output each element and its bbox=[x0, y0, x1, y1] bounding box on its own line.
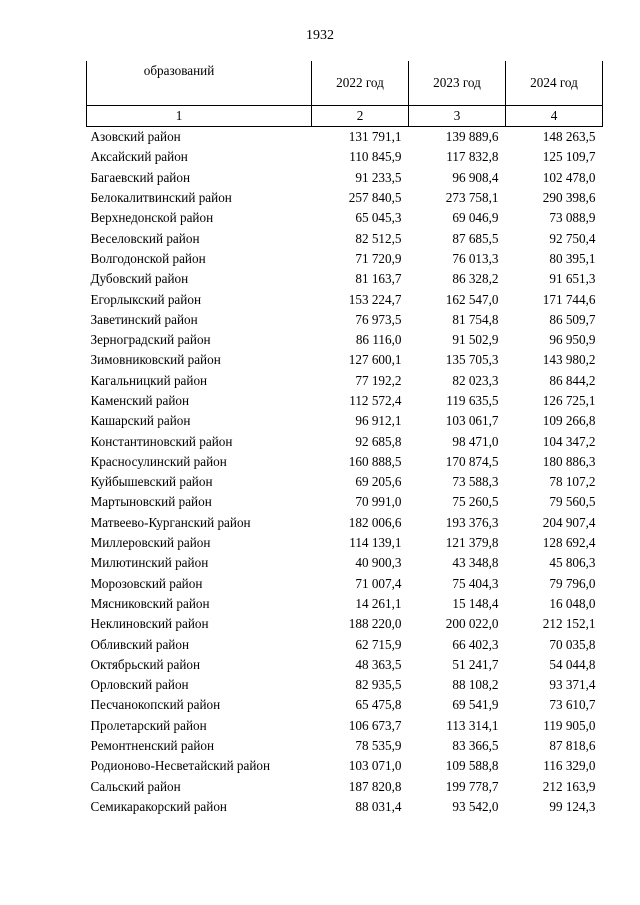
value-2022: 65 475,8 bbox=[355, 697, 402, 713]
value-2024: 54 044,8 bbox=[549, 656, 596, 672]
value-2024: 102 478,0 bbox=[542, 169, 596, 185]
district-name: Веселовский район bbox=[90, 230, 200, 246]
value-2022: 65 045,3 bbox=[355, 210, 402, 226]
column-number-3: 3 bbox=[409, 106, 506, 127]
budget-table bbox=[86, 61, 603, 817]
value-2023: 73 588,3 bbox=[452, 474, 499, 490]
value-2023: 98 471,0 bbox=[452, 433, 499, 449]
value-2024: 86 509,7 bbox=[549, 311, 596, 327]
table-row bbox=[87, 777, 603, 797]
value-2022: 160 888,5 bbox=[348, 453, 402, 469]
value-2022: 131 791,1 bbox=[348, 129, 402, 145]
table-row bbox=[87, 289, 603, 309]
table-row bbox=[87, 188, 603, 208]
district-name: Верхнедонской район bbox=[90, 210, 214, 226]
district-name: Каменский район bbox=[90, 393, 190, 408]
district-name: Кашарский район bbox=[90, 413, 191, 429]
value-2022: 188 220,0 bbox=[348, 616, 402, 632]
column-number-4: 4 bbox=[506, 106, 603, 127]
value-2022: 92 685,8 bbox=[355, 433, 402, 449]
value-2024: 93 371,4 bbox=[549, 677, 596, 693]
value-2023: 135 705,3 bbox=[445, 352, 499, 368]
value-2022: 106 673,7 bbox=[348, 717, 402, 733]
value-2022: 48 363,5 bbox=[355, 656, 402, 672]
district-name: Сальский район bbox=[90, 778, 181, 794]
value-2023: 69 541,9 bbox=[452, 697, 499, 713]
value-2024: 80 395,1 bbox=[549, 250, 596, 266]
table-row bbox=[87, 269, 603, 289]
district-name: Куйбышевский район bbox=[90, 474, 213, 490]
value-2024: 73 088,9 bbox=[549, 210, 596, 226]
district-name: Родионово-Несветайский район bbox=[90, 758, 271, 774]
value-2024: 125 109,7 bbox=[542, 149, 596, 165]
table-row bbox=[87, 675, 603, 695]
table-row bbox=[87, 371, 603, 391]
table-row bbox=[87, 310, 603, 330]
table-row bbox=[87, 716, 603, 736]
value-2023: 87 685,5 bbox=[452, 230, 499, 246]
district-name: Белокалитвинский район bbox=[90, 190, 232, 206]
value-2024: 212 152,1 bbox=[542, 616, 596, 632]
district-name: Заветинский район bbox=[90, 311, 198, 327]
value-2023: 75 260,5 bbox=[452, 494, 499, 510]
value-2023: 43 348,8 bbox=[452, 555, 499, 571]
value-2022: 82 512,5 bbox=[355, 230, 402, 246]
value-2023: 139 889,6 bbox=[445, 129, 499, 145]
table-row bbox=[87, 756, 603, 776]
table-row bbox=[87, 431, 603, 451]
value-2024: 73 610,7 bbox=[549, 697, 596, 713]
table-row bbox=[87, 655, 603, 675]
value-2022: 14 261,1 bbox=[355, 595, 402, 611]
value-2022: 86 116,0 bbox=[355, 332, 402, 348]
district-name: Мартыновский район bbox=[90, 494, 212, 510]
table-row bbox=[87, 533, 603, 553]
value-2023: 83 366,5 bbox=[452, 738, 499, 754]
value-2022: 112 572,4 bbox=[349, 393, 402, 408]
value-2022: 76 973,5 bbox=[355, 311, 402, 327]
value-2022: 77 192,2 bbox=[355, 372, 402, 388]
district-name: Матвеево-Курганский район bbox=[90, 514, 251, 530]
value-2023: 69 046,9 bbox=[452, 210, 499, 226]
table-row bbox=[87, 330, 603, 350]
value-2024: 99 124,3 bbox=[549, 798, 596, 814]
table-row bbox=[87, 350, 603, 370]
value-2023: 109 588,8 bbox=[445, 758, 499, 774]
value-2023: 88 108,2 bbox=[452, 677, 499, 693]
value-2023: 273 758,1 bbox=[445, 190, 499, 206]
district-name: Егорлыкский район bbox=[90, 291, 201, 307]
column-number-2: 2 bbox=[312, 106, 409, 127]
value-2023: 91 502,9 bbox=[452, 332, 499, 348]
table-row bbox=[87, 249, 603, 269]
column-number-row bbox=[87, 106, 603, 127]
value-2023: 66 402,3 bbox=[452, 636, 499, 652]
value-2024: 87 818,6 bbox=[549, 738, 596, 754]
value-2024: 148 263,5 bbox=[542, 129, 596, 145]
value-2022: 71 007,4 bbox=[355, 575, 402, 591]
value-2023: 200 022,0 bbox=[445, 616, 499, 632]
value-2023: 51 241,7 bbox=[452, 656, 499, 672]
value-2022: 114 139,1 bbox=[349, 535, 402, 551]
value-2022: 81 163,7 bbox=[355, 271, 402, 287]
value-2022: 40 900,3 bbox=[355, 555, 402, 571]
value-2022: 91 233,5 bbox=[355, 169, 402, 185]
district-name: Миллеровский район bbox=[90, 535, 211, 551]
district-name: Неклиновский район bbox=[90, 616, 209, 632]
table-row bbox=[87, 452, 603, 472]
value-2024: 79 796,0 bbox=[549, 575, 596, 591]
district-name: Октябрьский район bbox=[90, 656, 201, 672]
table-row bbox=[87, 594, 603, 614]
table-row bbox=[87, 736, 603, 756]
district-name: Зерноградский район bbox=[90, 332, 211, 348]
value-2024: 180 886,3 bbox=[542, 453, 596, 469]
district-name: Орловский район bbox=[90, 677, 189, 693]
table-row bbox=[87, 553, 603, 573]
district-name: Кагальницкий район bbox=[90, 372, 208, 388]
value-2024: 16 048,0 bbox=[549, 595, 596, 611]
value-2023: 103 061,7 bbox=[445, 413, 499, 429]
value-2024: 70 035,8 bbox=[549, 636, 596, 652]
value-2024: 78 107,2 bbox=[549, 474, 596, 490]
table-row bbox=[87, 391, 603, 411]
value-2023: 76 013,3 bbox=[452, 250, 499, 266]
value-2024: 126 725,1 bbox=[542, 393, 596, 408]
district-name: Азовский район bbox=[90, 129, 181, 145]
district-name: Аксайский район bbox=[90, 149, 188, 165]
table-row bbox=[87, 797, 603, 817]
district-name: Зимовниковский район bbox=[90, 352, 221, 368]
value-2022: 153 224,7 bbox=[348, 291, 402, 307]
value-2022: 96 912,1 bbox=[355, 413, 402, 429]
table-row bbox=[87, 574, 603, 594]
district-name: Семикаракорский район bbox=[90, 798, 227, 814]
district-name: Багаевский район bbox=[90, 169, 191, 185]
value-2023: 93 542,0 bbox=[452, 798, 499, 814]
value-2022: 78 535,9 bbox=[355, 738, 402, 754]
value-2023: 170 874,5 bbox=[445, 453, 499, 469]
header-year-2024: 2024 год bbox=[506, 61, 603, 106]
district-name: Волгодонской район bbox=[90, 250, 206, 266]
value-2023: 199 778,7 bbox=[445, 778, 499, 794]
value-2022: 182 006,6 bbox=[348, 514, 402, 530]
district-name: Обливский район bbox=[90, 636, 190, 652]
value-2024: 79 560,5 bbox=[549, 494, 596, 510]
value-2022: 71 720,9 bbox=[355, 250, 402, 266]
value-2022: 62 715,9 bbox=[355, 636, 402, 652]
value-2024: 91 651,3 bbox=[549, 271, 596, 287]
value-2023: 113 314,1 bbox=[446, 717, 499, 733]
value-2022: 127 600,1 bbox=[348, 352, 402, 368]
table-row bbox=[87, 147, 603, 167]
value-2024: 104 347,2 bbox=[542, 433, 596, 449]
value-2023: 15 148,4 bbox=[452, 595, 499, 611]
district-name: Константиновский район bbox=[90, 433, 233, 449]
value-2024: 45 806,3 bbox=[549, 555, 596, 571]
value-2022: 110 845,9 bbox=[349, 149, 402, 165]
table-row bbox=[87, 208, 603, 228]
table-row bbox=[87, 127, 603, 148]
header-year-2022: 2022 год bbox=[312, 61, 409, 106]
district-name: Мясниковский район bbox=[90, 595, 210, 611]
value-2023: 193 376,3 bbox=[445, 514, 499, 530]
value-2023: 82 023,3 bbox=[452, 372, 499, 388]
value-2022: 257 840,5 bbox=[348, 190, 402, 206]
table-row bbox=[87, 614, 603, 634]
value-2022: 103 071,0 bbox=[348, 758, 402, 774]
value-2023: 96 908,4 bbox=[452, 169, 499, 185]
value-2023: 75 404,3 bbox=[452, 575, 499, 591]
table-row bbox=[87, 411, 603, 431]
value-2022: 70 991,0 bbox=[355, 494, 402, 510]
value-2024: 290 398,6 bbox=[542, 190, 596, 206]
column-number-1: 1 bbox=[87, 106, 312, 127]
table-row bbox=[87, 168, 603, 188]
district-name: Красносулинский район bbox=[90, 453, 227, 469]
page-number: 1932 bbox=[306, 28, 334, 43]
value-2023: 86 328,2 bbox=[452, 271, 499, 287]
value-2024: 212 163,9 bbox=[542, 778, 596, 794]
value-2022: 88 031,4 bbox=[355, 798, 402, 814]
table-row bbox=[87, 472, 603, 492]
table-row bbox=[87, 634, 603, 654]
header-year-2023: 2023 год bbox=[409, 61, 506, 106]
district-name: Милютинский район bbox=[90, 555, 209, 571]
district-name: Ремонтненский район bbox=[90, 738, 215, 754]
value-2024: 109 266,8 bbox=[542, 413, 596, 429]
value-2023: 117 832,8 bbox=[446, 149, 499, 165]
header-name-cell: образований bbox=[87, 61, 312, 106]
value-2024: 128 692,4 bbox=[542, 535, 596, 551]
value-2024: 119 905,0 bbox=[543, 717, 596, 733]
table-row bbox=[87, 492, 603, 512]
table-header-row bbox=[87, 61, 603, 106]
value-2024: 204 907,4 bbox=[542, 514, 596, 530]
value-2024: 171 744,6 bbox=[542, 291, 596, 307]
value-2022: 69 205,6 bbox=[355, 474, 402, 490]
value-2024: 116 329,0 bbox=[543, 758, 596, 774]
value-2024: 86 844,2 bbox=[549, 372, 596, 388]
value-2024: 92 750,4 bbox=[549, 230, 596, 246]
value-2023: 119 635,5 bbox=[446, 393, 499, 408]
district-name: Дубовский район bbox=[90, 271, 189, 287]
value-2024: 143 980,2 bbox=[542, 352, 596, 368]
district-name: Пролетарский район bbox=[90, 717, 207, 733]
value-2023: 81 754,8 bbox=[452, 311, 499, 327]
value-2022: 187 820,8 bbox=[348, 778, 402, 794]
table-row bbox=[87, 228, 603, 248]
table-row bbox=[87, 513, 603, 533]
value-2022: 82 935,5 bbox=[355, 677, 402, 693]
value-2023: 162 547,0 bbox=[445, 291, 499, 307]
value-2023: 121 379,8 bbox=[445, 535, 499, 551]
district-name: Песчанокопский район bbox=[90, 697, 221, 713]
table-body bbox=[87, 127, 603, 818]
value-2024: 96 950,9 bbox=[549, 332, 596, 348]
district-name: Морозовский район bbox=[90, 575, 203, 591]
table-row bbox=[87, 695, 603, 715]
